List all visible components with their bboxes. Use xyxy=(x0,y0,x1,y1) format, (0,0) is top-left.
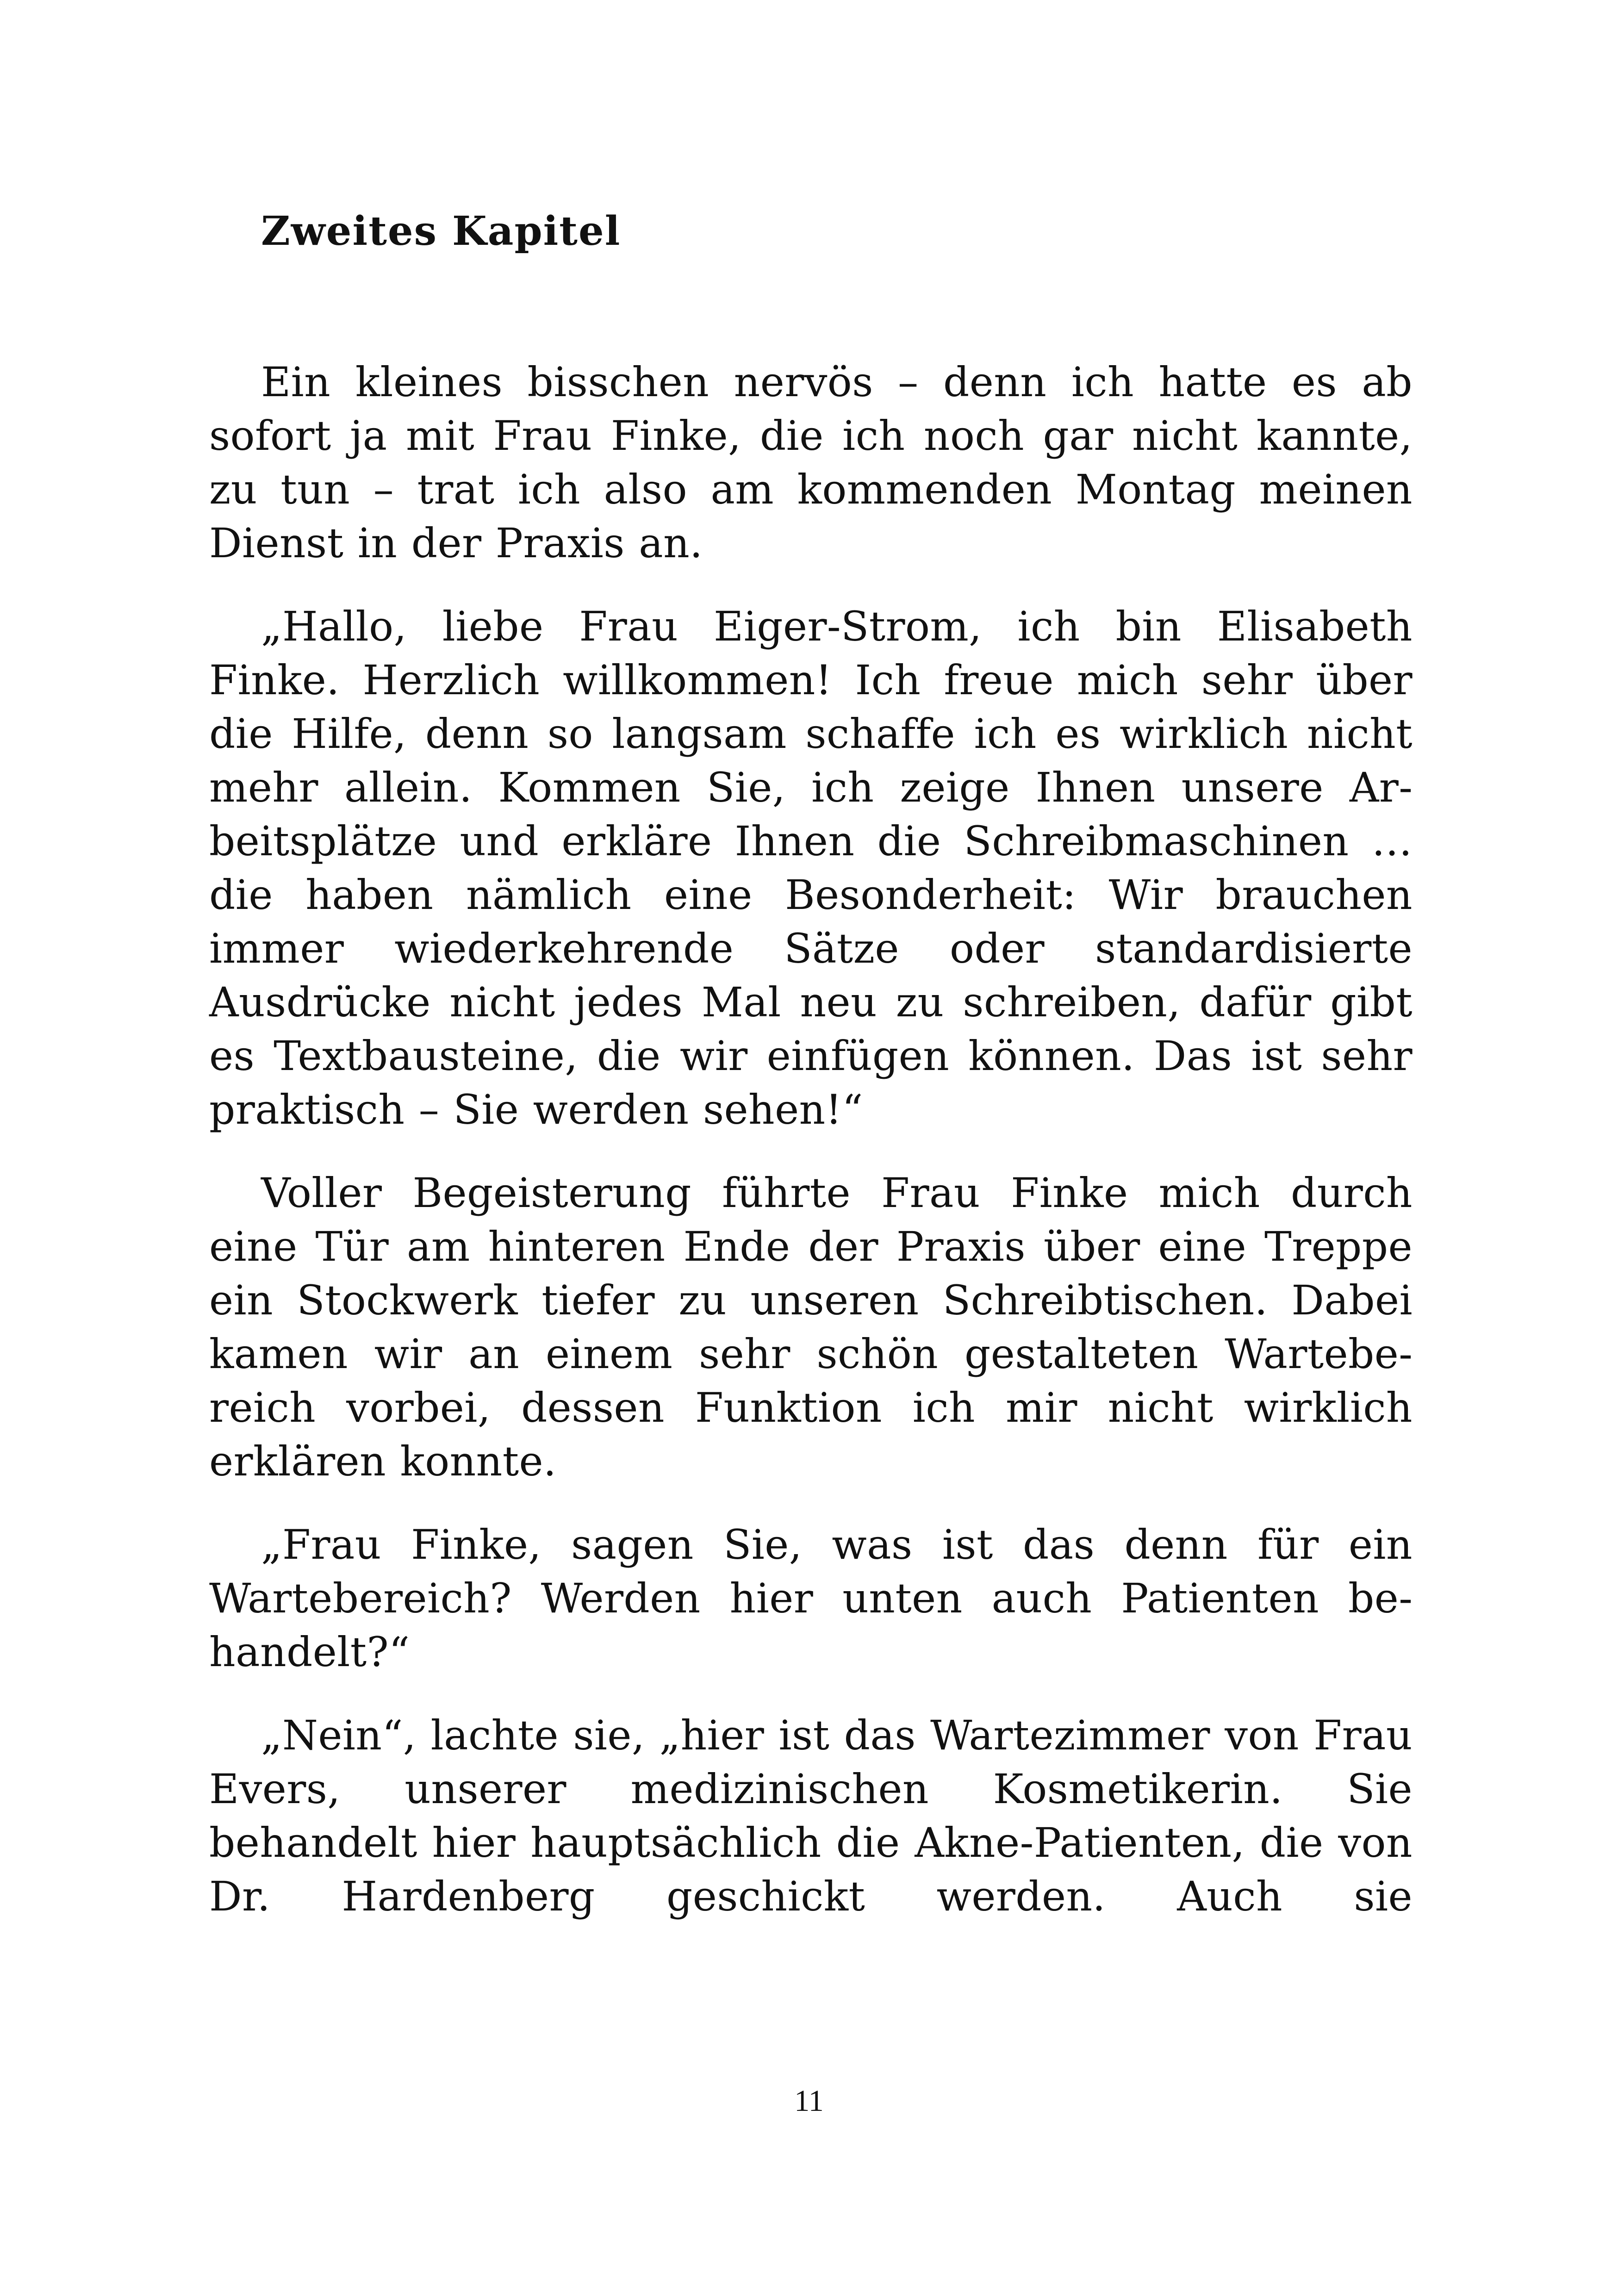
paragraph: Ein kleines bisschen nervös – denn ich hatte es ab sofort ja mit Frau Finke, die ich noch gar nicht kannte, zu tun – trat ich also am kommenden Montag meinen Dienst in der Praxis an. xyxy=(209,358,1413,567)
paragraph: „Hallo, liebe Frau Eiger-Strom, ich bin Elisabeth Finke. Herzlich willkommen! Ich freue mich sehr über die Hilfe, denn so langsam schaffe ich es wirklich nicht mehr allein. Kommen Sie, ich zeige Ihnen unsere Arbeitsplätze und erkläre Ihnen die Schreibmaschinen … die haben nämlich eine Besonderheit: Wir brauchen immer wiederkehrende Sätze oder standardisierte Ausdrücke nicht jedes Mal neu zu schreiben, dafür gibt es Textbausteine, die wir einfügen können. Das ist sehr praktisch – Sie werden sehen!“ xyxy=(209,603,1413,1133)
body-text xyxy=(209,355,1413,1953)
chapter-title: Zweites Kapitel xyxy=(261,208,621,255)
paragraph: „Frau Finke, sagen Sie, was ist das denn für ein Wartebereich? Werden hier unten auch Patienten behandelt?“ xyxy=(209,1521,1413,1676)
paragraph: Voller Begeisterung führte Frau Finke mich durch eine Tür am hinteren Ende der Praxis über eine Treppe ein Stockwerk tiefer zu unseren Schreibtischen. Dabei kamen wir an einem sehr schön gestalteten Wartebereich vorbei, dessen Funktion ich mir nicht wirklich erklären konnte. xyxy=(209,1169,1413,1485)
page-number: 11 xyxy=(794,2084,824,2118)
paragraph: „Nein“, lachte sie, „hier ist das Wartezimmer von Frau Evers, unserer medizinischen Kosmetikerin. Sie behandelt hier hauptsächlich die Akne-Patienten, die von Dr. Hardenberg geschickt werden. Auch sie xyxy=(209,1711,1413,1920)
